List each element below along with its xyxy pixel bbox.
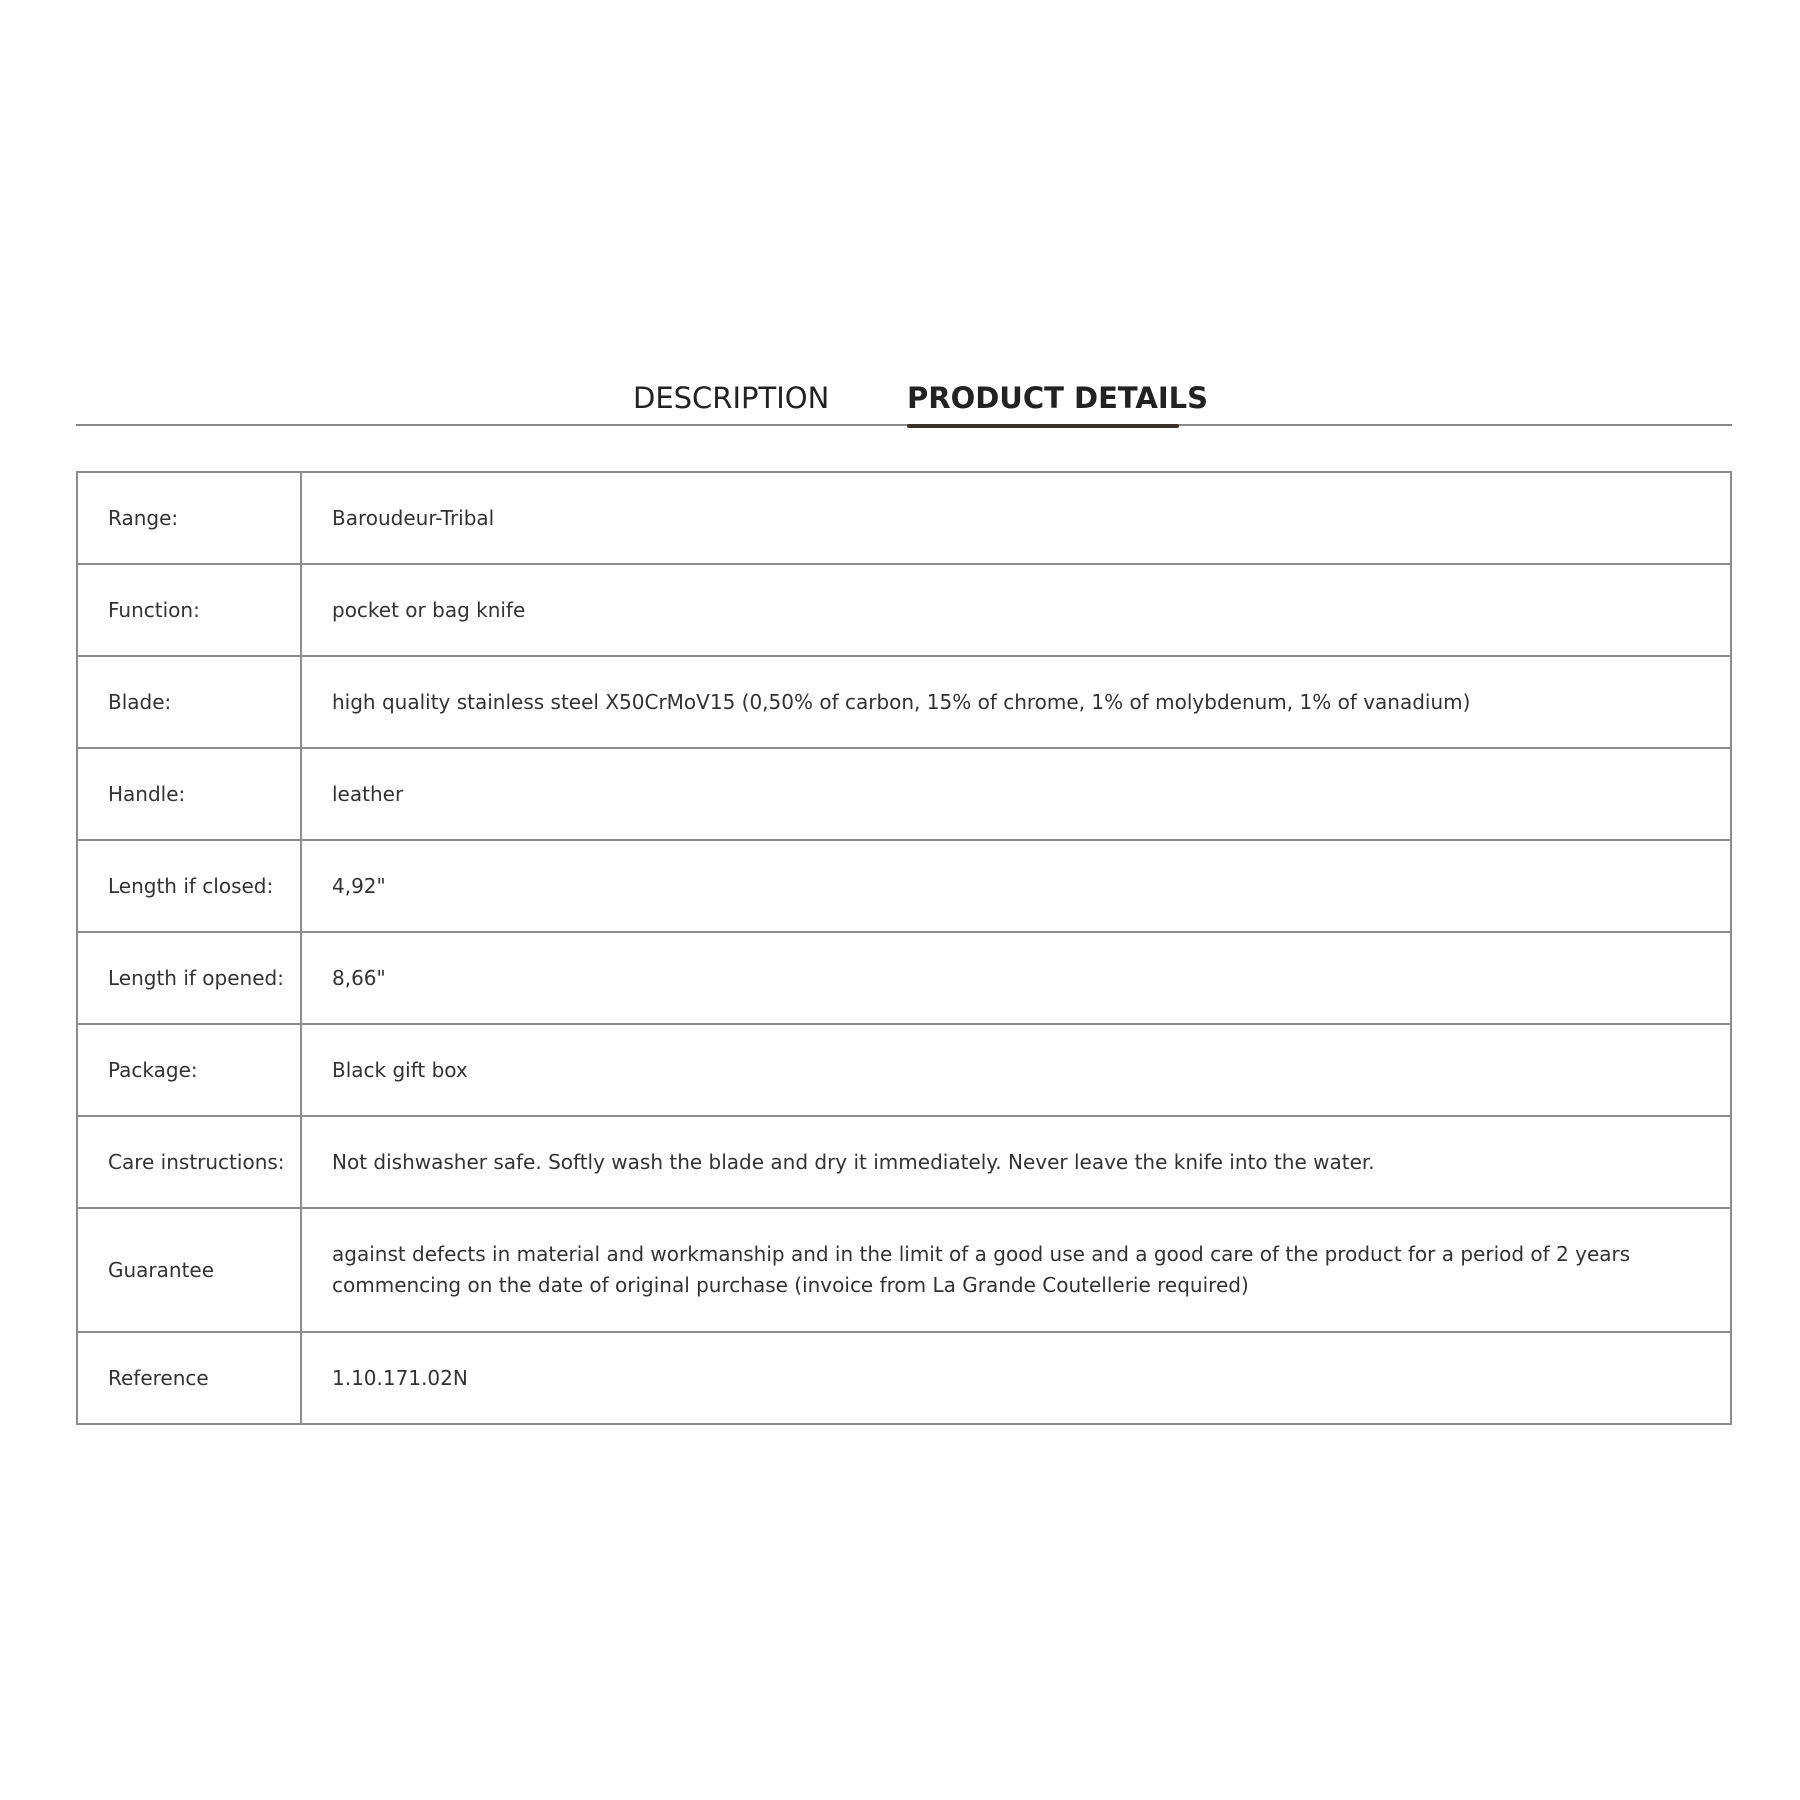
- table-row: [77, 656, 1731, 748]
- table-row: [77, 1208, 1731, 1332]
- table-row: [77, 748, 1731, 840]
- tab-bar: [76, 366, 1732, 426]
- detail-label: Handle:: [77, 748, 301, 840]
- detail-value: Black gift box: [301, 1024, 1731, 1116]
- table-row: [77, 564, 1731, 656]
- detail-label: Function:: [77, 564, 301, 656]
- table-row: [77, 472, 1731, 564]
- detail-value: Baroudeur-Tribal: [301, 472, 1731, 564]
- table-row: [77, 932, 1731, 1024]
- tab-description[interactable]: [633, 378, 830, 422]
- detail-value: against defects in material and workmanship and in the limit of a good use and a good care of the product for a period of 2 years commencing on the date of original purchase (invoice from La Grande Coutellerie required): [301, 1208, 1731, 1332]
- tab-description-label: DESCRIPTION: [633, 381, 830, 415]
- detail-label: Length if closed:: [77, 840, 301, 932]
- product-details-table: [76, 471, 1732, 1425]
- detail-value: Not dishwasher safe. Softly wash the blade and dry it immediately. Never leave the knife into the water.: [301, 1116, 1731, 1208]
- detail-label: Reference: [77, 1332, 301, 1424]
- detail-value: high quality stainless steel X50CrMoV15 (0,50% of carbon, 15% of chrome, 1% of molybdenum, 1% of vanadium): [301, 656, 1731, 748]
- detail-label: Range:: [77, 472, 301, 564]
- detail-value: 4,92": [301, 840, 1731, 932]
- detail-label: Package:: [77, 1024, 301, 1116]
- tab-product-details[interactable]: [907, 378, 1209, 422]
- detail-label: Care instructions:: [77, 1116, 301, 1208]
- detail-value: 1.10.171.02N: [301, 1332, 1731, 1424]
- detail-value: pocket or bag knife: [301, 564, 1731, 656]
- detail-label: Length if opened:: [77, 932, 301, 1024]
- detail-value: leather: [301, 748, 1731, 840]
- table-row: [77, 1024, 1731, 1116]
- detail-label: Guarantee: [77, 1208, 301, 1332]
- active-tab-indicator: [907, 424, 1179, 428]
- detail-value: 8,66": [301, 932, 1731, 1024]
- table-row: [77, 1116, 1731, 1208]
- detail-label: Blade:: [77, 656, 301, 748]
- tab-product-details-label: PRODUCT DETAILS: [907, 381, 1209, 415]
- table-row: [77, 1332, 1731, 1424]
- table-row: [77, 840, 1731, 932]
